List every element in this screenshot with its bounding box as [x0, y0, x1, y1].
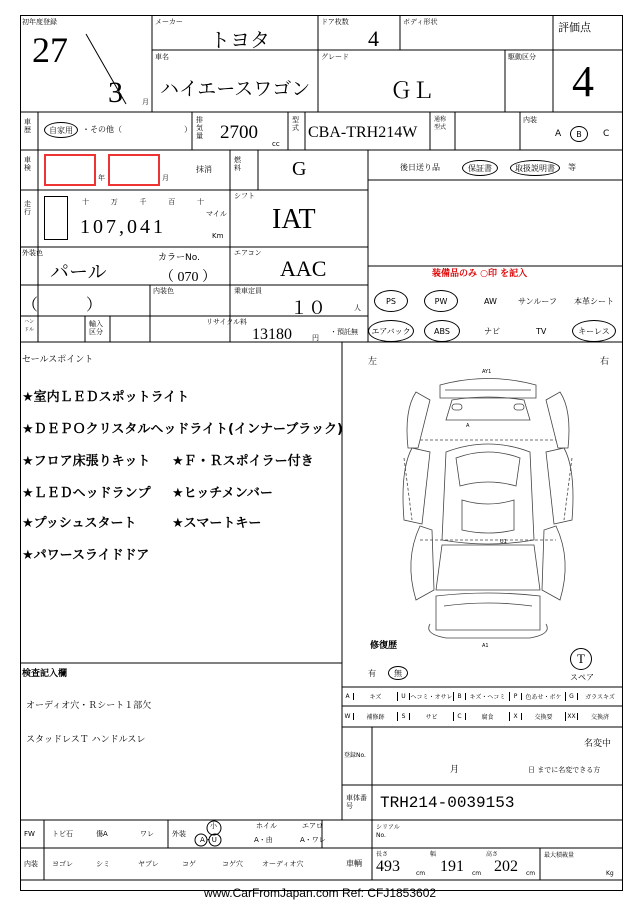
rating-b-circle: B	[570, 126, 588, 142]
import-label: 輸入区分	[89, 320, 103, 336]
footer-ref: www.CarFromJapan.com Ref: CFJ1853602	[203, 886, 437, 900]
docs-label: 後日送り品	[400, 163, 440, 172]
equipment-title: 装備品のみ ○印 を記入	[432, 269, 528, 279]
repair-yes: 有	[368, 669, 376, 678]
sales-title: セールスポイント	[22, 355, 94, 365]
sales-point: ★室内ＬＥＤスポットライト	[22, 390, 190, 405]
sales-point: ★フロア床張りキット	[22, 454, 151, 469]
chassis-value: TRH214-0039153	[380, 794, 515, 812]
legend-code: A	[342, 693, 354, 700]
inspection-label: 車検	[24, 156, 31, 172]
code-wheel: ホイル	[256, 822, 277, 830]
car-name-value: ハイエースワゴン	[160, 79, 311, 100]
mileage-unit: 千	[139, 198, 147, 206]
width-value: 191	[440, 858, 464, 875]
score-label: 評価点	[558, 21, 591, 34]
legend-text: ヘコミ・オサレ	[410, 694, 453, 701]
legend-code: C	[454, 713, 466, 720]
interior-label: 内装	[523, 116, 537, 124]
spare-label: スペア	[570, 673, 594, 682]
common-model-label: 通称型式	[434, 116, 447, 131]
diagram-mark: U1	[500, 539, 507, 545]
legend-text: サビ	[410, 712, 454, 721]
docs-etc: 等	[568, 163, 576, 172]
yen-unit: 円	[312, 334, 319, 342]
code-scratch: 傷A	[96, 830, 108, 838]
code-audio-hole: オーディオ穴	[262, 860, 304, 868]
sales-point: ★ＬＥＤヘッドランプ	[22, 486, 151, 501]
diagram-mark: AY1	[482, 369, 492, 375]
equipment-tv: TV	[536, 327, 547, 336]
recycle-label: リサイクル料	[206, 318, 248, 326]
code-crack: ワレ	[140, 830, 154, 838]
code-stone: トビ石	[52, 830, 73, 838]
car-name-label: 車名	[155, 53, 169, 61]
check-note: オーディオ穴・Ｒシート１部欠	[26, 701, 152, 711]
max-load-unit: Kg	[606, 870, 614, 877]
cancel-label: 抹消	[196, 165, 212, 174]
registration-month: 3	[108, 76, 123, 109]
equipment-ps: PS	[374, 290, 408, 312]
interior-color-paren: （ ）	[22, 297, 103, 314]
legend-code: B	[454, 693, 466, 700]
legend-code: U	[398, 693, 410, 700]
history-label: 車歴	[24, 118, 31, 134]
code-interior: 内装	[24, 860, 38, 868]
height-unit: cm	[526, 870, 536, 877]
repair-history-label: 修復歴	[370, 641, 398, 651]
color-no-value: （ 070 ）	[160, 270, 216, 285]
legend-code: S	[398, 713, 410, 720]
mileage-unit: 十	[82, 198, 89, 206]
capacity-label: 乗車定員	[234, 287, 262, 295]
legend-text: 交換済	[590, 714, 609, 721]
handle-label: ハンドル	[24, 319, 35, 333]
equipment-airbag: エアバック	[368, 320, 414, 342]
code-au: A・U	[200, 836, 217, 844]
equipment-pw: PW	[424, 290, 458, 312]
inspection-year-unit: 年	[98, 174, 105, 182]
code-tear: ヤブレ	[138, 860, 159, 868]
repair-no-circle: 無	[388, 666, 408, 680]
score-value: 4	[572, 57, 594, 106]
recycle-value: 13180	[252, 326, 292, 343]
diagram-left-label: 左	[368, 357, 378, 367]
check-note: スタッドレスＴ ハンドルスレ	[26, 735, 146, 745]
maker-value: トヨタ	[210, 30, 270, 52]
shift-label: シフト	[234, 192, 255, 200]
code-aero: エアロ	[302, 822, 323, 830]
mileage-unit: 百	[168, 198, 176, 206]
legend-text: 色あせ・ボケ	[522, 692, 566, 701]
height-value: 202	[494, 858, 518, 875]
deadline-text: 日 までに名変できる方	[528, 766, 601, 774]
registration-year: 27	[32, 30, 68, 70]
legend-code: W	[342, 713, 354, 720]
history-other: ・その他（	[82, 125, 122, 134]
fuel-label: 燃料	[234, 156, 241, 172]
length-value: 493	[376, 858, 400, 875]
width-label: 幅	[430, 851, 437, 858]
mileage-value: 107,041	[80, 216, 166, 238]
equipment-leather: 本革シート	[574, 297, 614, 306]
rating-c: C	[603, 129, 610, 139]
drive-label: 駆動区分	[508, 53, 536, 61]
chassis-label: 車体番号	[346, 794, 367, 810]
code-small: 小	[210, 822, 217, 830]
mile-label: マイル	[206, 210, 227, 218]
mileage-unit: 十	[197, 198, 204, 206]
month-unit: 月	[142, 98, 149, 106]
legend-text: キズ・ヘコミ	[466, 692, 510, 701]
grade-label: グレード	[321, 53, 349, 61]
mileage-label: 走行	[24, 200, 31, 216]
displacement-label: 排気量	[196, 116, 203, 140]
code-stain: シミ	[96, 860, 110, 868]
aircon-value: AAC	[280, 256, 327, 281]
private-use-circle: 自家用	[44, 122, 78, 138]
sales-point: ★パワースライドドア	[22, 548, 150, 563]
rating-a: A	[555, 129, 562, 139]
length-unit: cm	[416, 870, 426, 877]
legend-code: X	[510, 713, 522, 720]
code-fw: FW	[24, 830, 35, 838]
equipment-sunroof: サンルーフ	[518, 297, 557, 306]
spare-tire-circle: T	[570, 648, 592, 670]
model-value: CBA-TRH214W	[308, 124, 418, 141]
code-dirt: ヨゴレ	[52, 860, 73, 868]
code-exterior: 外装	[172, 830, 186, 838]
doors-label: ドア枚数	[321, 18, 349, 26]
displacement-value: 2700	[220, 122, 258, 143]
body-type-label: ボディ形状	[403, 18, 438, 26]
width-unit: cm	[472, 870, 482, 877]
exterior-color-label: 外装色	[22, 249, 43, 257]
diagram-mark: A	[466, 423, 470, 429]
inspection-month-unit: 月	[162, 174, 169, 182]
legend-text: 補修跡	[354, 712, 398, 721]
sales-point: ★ヒッチメンバー	[172, 486, 273, 501]
code-wheel-marks: A・由	[254, 836, 273, 844]
warranty-circle: 保証書	[462, 160, 498, 176]
serial-label: シリアルNo.	[376, 824, 400, 839]
legend-text: キズ	[354, 692, 398, 701]
code-aero-marks: A・ワレ	[300, 836, 326, 844]
height-label: 高さ	[486, 851, 499, 858]
sales-point: ★プッシュスタート	[22, 516, 137, 531]
name-change-label: 名変中	[584, 739, 612, 749]
grade-value: ＧＬ	[390, 78, 435, 103]
color-no-label: カラーNo.	[158, 253, 200, 263]
fuel-value: G	[292, 158, 307, 180]
legend-text: ガラスキズ	[585, 694, 615, 701]
manual-circle: 取扱説明書	[510, 160, 560, 176]
displacement-unit: cc	[272, 140, 280, 148]
code-burn-hole: コゲ穴	[222, 860, 243, 868]
history-close: ）	[184, 125, 192, 134]
capacity-value: １０	[290, 298, 326, 318]
sales-point: ★Ｆ・Ｒスポイラー付き	[172, 454, 314, 469]
equipment-aw: AW	[484, 297, 497, 306]
max-load-label: 最大積載量	[544, 852, 575, 859]
deposit-label: ・預託無	[330, 328, 358, 336]
length-label: 長さ	[376, 851, 389, 858]
legend-text: 交換要	[522, 712, 566, 721]
sales-point: ★スマートキー	[172, 516, 262, 531]
sales-point: ★ＤＥＰＯクリスタルヘッドライト(インナーブラック)	[22, 422, 343, 437]
equipment-abs: ABS	[424, 320, 460, 342]
capacity-unit: 人	[354, 304, 361, 312]
code-burn: コゲ	[182, 860, 196, 868]
aircon-label: エアコン	[234, 249, 262, 257]
shift-value: IAT	[272, 204, 316, 235]
model-label: 型式	[292, 116, 299, 132]
equipment-navi: ナビ	[484, 327, 500, 336]
legend-code: G	[566, 693, 578, 700]
mileage-unit: 万	[110, 198, 118, 206]
check-title: 検査記入欄	[22, 669, 68, 679]
first-registration-label: 初年度登録	[22, 18, 57, 26]
equipment-keyless: キーレス	[572, 320, 616, 342]
registration-no-label: 登録No.	[344, 752, 366, 759]
interior-color-label: 内装色	[153, 287, 174, 295]
km-label: Km	[212, 232, 224, 240]
maker-label: メーカー	[155, 18, 183, 26]
legend-code: P	[510, 693, 522, 700]
exterior-color-value: パール	[50, 261, 107, 283]
deadline-month: 月	[450, 765, 460, 775]
legend-text: 腐食	[466, 712, 510, 721]
size-label: 車輌	[346, 859, 362, 868]
diagram-mark: A1	[482, 643, 489, 649]
doors-value: 4	[368, 26, 379, 51]
legend-code: XX	[566, 713, 578, 720]
diagram-right-label: 右	[600, 357, 610, 367]
